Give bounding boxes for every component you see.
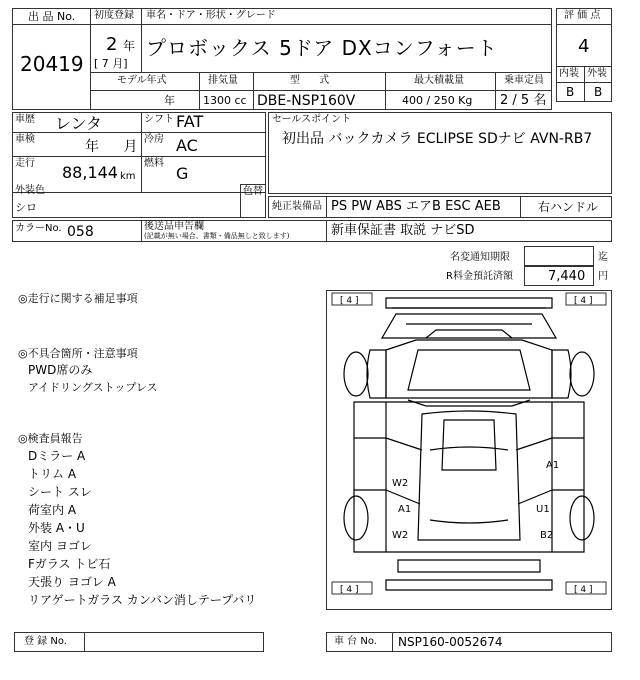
extra-equipment: 新車保証書 取説 ナビSD — [331, 223, 475, 238]
score-value: 4 — [578, 36, 590, 57]
recycle-unit: 円 — [598, 271, 608, 282]
color-value: シロ — [15, 201, 37, 214]
damage-mark: A1 — [546, 460, 560, 471]
model-code: DBE-NSP160V — [257, 93, 356, 109]
recycle-label: R料金預託済額 — [446, 271, 513, 282]
car-diagram — [326, 290, 612, 610]
color-no-frame — [12, 220, 612, 242]
model-label: 型 式 — [290, 75, 338, 86]
ac-label: 冷房 — [144, 134, 164, 145]
mileage-unit: km — [120, 171, 136, 182]
inspector-item: 天張り ヨゴレ A — [28, 575, 116, 589]
damage-mark: A1 — [398, 504, 412, 515]
displacement-value: 1300 cc — [203, 94, 247, 107]
history-label: 車歴 — [15, 114, 35, 125]
defect-item: PWD席のみ — [28, 363, 93, 377]
damage-mark: W2 — [392, 530, 409, 541]
aftermarket-note: (記載が無い場合、書類・備品無しと致します) — [144, 232, 290, 240]
color-change-label: 色替 — [243, 186, 263, 197]
inspector-label: ◎検査員報告 — [18, 432, 83, 445]
exterior-label: 外装 — [587, 68, 607, 79]
details-frame — [12, 112, 266, 218]
equipment-label: 純正装備品 — [272, 201, 322, 212]
capacity-value: 2 / 5 名 — [500, 93, 547, 108]
mileage-value: 88,144 — [62, 163, 118, 182]
damage-mark: U1 — [536, 504, 550, 515]
defects-label: ◎不具合箇所・注意事項 — [18, 347, 138, 360]
chassis-label: 車 台 No. — [334, 636, 377, 647]
fuel-label: 燃料 — [144, 158, 164, 169]
odometer-change-label: 名変通知期限 — [450, 252, 510, 263]
steering-value: 右ハンドル — [538, 200, 599, 214]
sales-text: 初出品 バックカメラ ECLIPSE SDナビ AVN-RB7 — [282, 131, 593, 147]
inspector-item: シート スレ — [28, 485, 92, 499]
inspector-item: リアゲートガラス カンバン消しテープバリ — [28, 593, 257, 607]
ac-value: AC — [176, 136, 198, 155]
inspector-item: 室内 ヨゴレ — [28, 539, 92, 553]
tire-label-front-right: [ 4 ] — [574, 296, 593, 306]
year-unit: 年 — [123, 39, 136, 53]
damage-mark: W2 — [392, 478, 409, 489]
vehicle-name: プロボックス 5ドア DXコンフォート — [146, 36, 498, 60]
driving-notes-label: ◎走行に関する補足事項 — [18, 292, 138, 305]
interior-grade: B — [566, 85, 575, 99]
shift-value: FAT — [176, 112, 204, 131]
odometer-change-unit: 迄 — [598, 252, 608, 263]
tire-label-rear-left: [ 4 ] — [340, 585, 359, 595]
sales-label: セールスポイント — [272, 114, 352, 125]
shift-label: シフト — [144, 114, 174, 125]
registration-label: 登 録 No. — [24, 636, 67, 647]
inspector-item: Fガラス トビ石 — [28, 557, 111, 571]
inspector-item: トリム A — [28, 467, 77, 481]
load-label: 最大積載量 — [414, 75, 464, 86]
odometer-change-box — [524, 246, 594, 266]
inspector-item: Dミラー A — [28, 449, 86, 463]
capacity-label: 乗車定員 — [504, 75, 544, 86]
chassis-number: NSP160-0052674 — [398, 635, 503, 649]
first-reg-year: 2 — [106, 34, 118, 55]
vehicle-label: 車名・ドア・形状・グレード — [146, 10, 276, 21]
displacement-label: 排気量 — [208, 75, 238, 86]
first-reg-month: [ 7 月] — [94, 57, 128, 70]
color-no-label: カラーNo. — [15, 223, 62, 234]
history-value: レンタ — [55, 114, 102, 133]
defect-item: アイドリングストップレス — [28, 381, 158, 394]
first-reg-label: 初度登録 — [94, 10, 134, 21]
inspector-item: 外装 A・U — [28, 521, 85, 535]
lot-number: 20419 — [20, 52, 84, 76]
model-year-label: モデル年式 — [117, 75, 167, 86]
score-label: 評 価 点 — [564, 10, 601, 21]
inspection-value: 年 月 — [85, 139, 138, 155]
model-year-value: 年 — [164, 94, 175, 107]
inspection-label: 車検 — [15, 134, 35, 145]
aftermarket-label: 後送品申告欄 — [144, 221, 204, 232]
damage-mark: B2 — [540, 530, 554, 541]
fuel-value: G — [176, 164, 189, 183]
tire-label-front-left: [ 4 ] — [340, 296, 359, 306]
tire-label-rear-right: [ 4 ] — [574, 585, 593, 595]
color-no-value: 058 — [67, 224, 94, 240]
interior-label: 内装 — [559, 68, 579, 79]
equipment-value: PS PW ABS エアB ESC AEB — [331, 199, 501, 214]
inspector-item: 荷室内 A — [28, 503, 77, 517]
mileage-label: 走行 — [15, 158, 35, 169]
exterior-grade: B — [594, 85, 603, 99]
recycle-fee: 7,440 — [548, 269, 586, 284]
load-value: 400 / 250 Kg — [402, 94, 473, 107]
color-label: 外装色 — [15, 185, 45, 196]
lot-no-label: 出 品 No. — [28, 10, 76, 23]
